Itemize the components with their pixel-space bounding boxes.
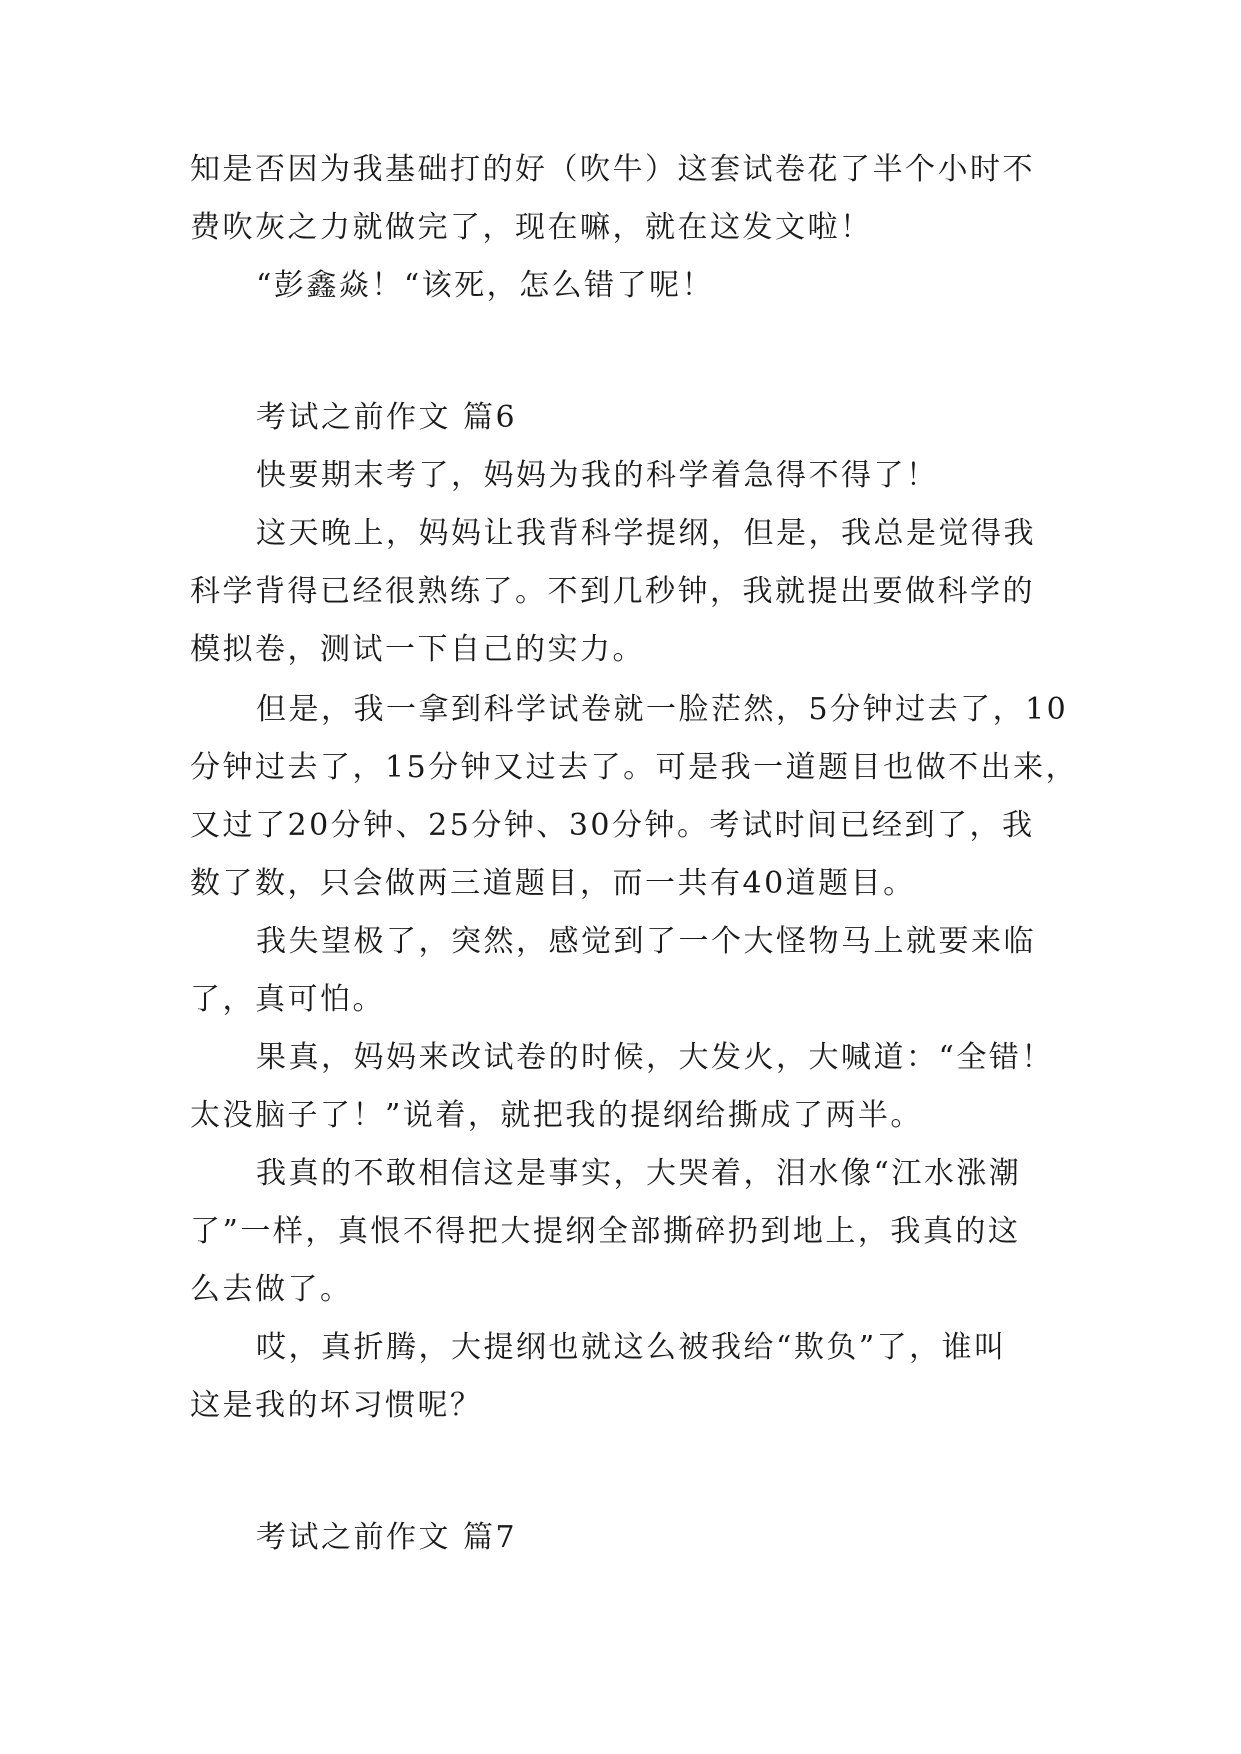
text-line: 分钟过去了，15分钟又过去了。可是我一道题目也做不出来，	[190, 750, 1079, 785]
text-line: 知是否因为我基础打的好（吹牛）这套试卷花了半个小时不	[190, 152, 1035, 187]
text-line: “彭鑫焱！“该死，怎么错了呢！	[256, 268, 715, 303]
text-line: 哎，真折腾，大提纲也就这么被我给“欺负”了，谁叫	[256, 1330, 1007, 1365]
text-line: 太没脑子了！”说着，就把我的提纲给撕成了两半。	[190, 1098, 923, 1133]
text-line: 了，真可怕。	[190, 982, 385, 1017]
text-line: 数了数，只会做两三道题目，而一共有40道题目。	[190, 866, 916, 901]
text-line: 这是我的坏习惯呢？	[190, 1388, 483, 1423]
text-line: 模拟卷，测试一下自己的实力。	[190, 632, 645, 667]
text-line: 费吹灰之力就做完了，现在嘛，就在这发文啦！	[190, 210, 873, 245]
text-line: 了”一样，真恨不得把大提纲全部撕碎扔到地上，我真的这	[190, 1214, 1021, 1249]
text-line: 又过了20分钟、25分钟、30分钟。考试时间已经到了，我	[190, 808, 1035, 843]
text-line: 科学背得已经很熟练了。不到几秒钟，我就提出要做科学的	[190, 574, 1035, 609]
text-line: 但是，我一拿到科学试卷就一脸茫然，5分钟过去了，10	[256, 692, 1069, 727]
text-line: 这天晚上，妈妈让我背科学提纲，但是，我总是觉得我	[256, 516, 1036, 551]
section-heading: 考试之前作文 篇7	[256, 1520, 518, 1555]
text-line: 么去做了。	[190, 1272, 353, 1307]
text-line: 我真的不敢相信这是事实，大哭着，泪水像“江水涨潮	[256, 1156, 1022, 1191]
text-line: 我失望极了，突然，感觉到了一个大怪物马上就要来临	[256, 924, 1036, 959]
section-heading: 考试之前作文 篇6	[256, 400, 518, 435]
text-line: 快要期末考了，妈妈为我的科学着急得不得了！	[256, 458, 939, 493]
text-line: 果真，妈妈来改试卷的时候，大发火，大喊道：“全错！	[256, 1040, 1054, 1075]
